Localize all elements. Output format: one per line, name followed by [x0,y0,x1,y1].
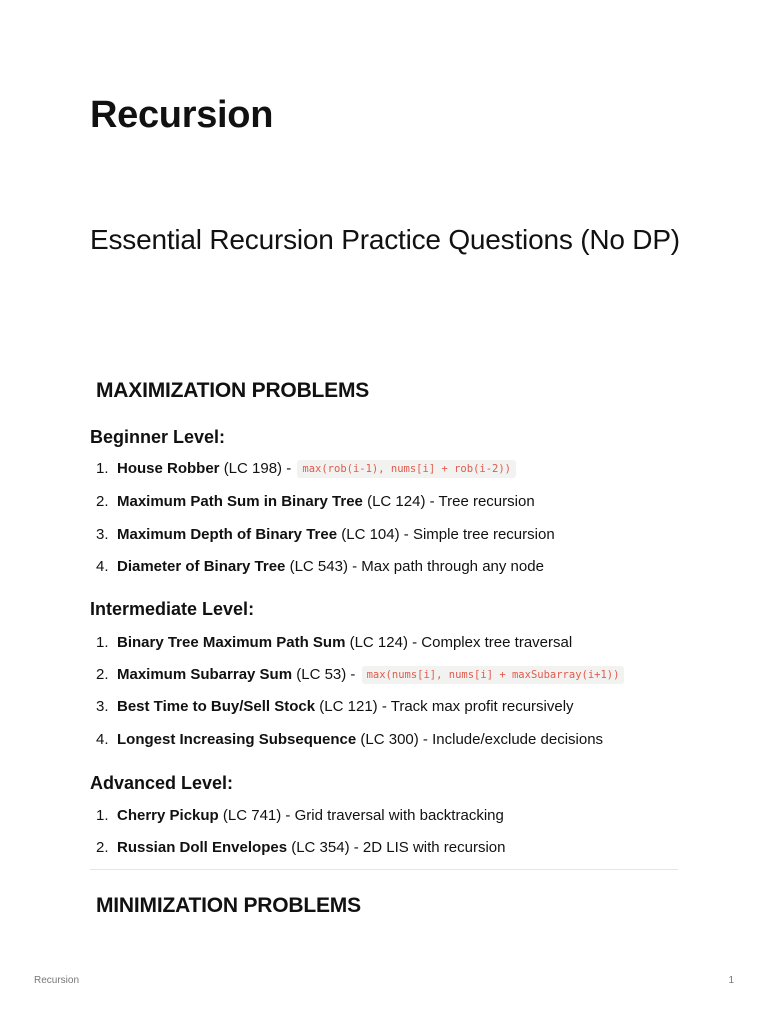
question-ref: (LC 198) - [223,460,292,477]
list-number: 1. [96,460,109,477]
code-snippet: max(rob(i-1), nums[i] + rob(i-2)) [297,460,516,478]
list-item [90,838,710,870]
question-name: Binary Tree Maximum Path Sum [117,634,346,651]
question-ref: (LC 104) - [341,526,409,543]
question-name: Cherry Pickup [117,807,219,824]
question-ref: (LC 53) - [296,666,356,683]
question-name: Maximum Subarray Sum [117,666,293,683]
question-desc: Max path through any node [361,558,544,575]
page-subtitle: Essential Recursion Practice Questions (No DP) [90,224,680,255]
list-number: 2. [96,839,109,856]
list-item [90,557,710,589]
section-heading-minimization: MINIMIZATION PROBLEMS [96,894,361,917]
question-desc: 2D LIS with recursion [362,839,506,856]
level-heading-advanced: Advanced Level: [90,773,234,793]
section-heading-maximization: MAXIMIZATION PROBLEMS [96,379,370,402]
level-heading-beginner: Beginner Level: [90,427,226,447]
question-desc: Simple tree recursion [412,526,555,543]
list-item [90,525,710,557]
question-ref: (LC 121) - [319,698,387,715]
list-item [90,492,710,525]
question-desc: Track max profit recursively [390,698,574,715]
list-number: 2. [96,493,109,510]
question-name: Russian Doll Envelopes [117,839,288,856]
question-name: House Robber [117,460,220,477]
question-name: Best Time to Buy/Sell Stock [117,698,316,715]
list-item [90,730,710,763]
question-ref: (LC 354) - [291,839,359,856]
question-name: Maximum Depth of Binary Tree [117,526,338,543]
advanced-question-list [90,806,710,870]
section-divider [90,869,678,870]
list-number: 4. [96,558,109,575]
question-desc: Grid traversal with backtracking [294,807,504,824]
list-item [90,697,710,730]
list-item [90,459,710,492]
list-number: 1. [96,807,109,824]
list-item [90,633,710,665]
question-ref: (LC 124) - [367,493,435,510]
question-name: Maximum Path Sum in Binary Tree [117,493,363,510]
beginner-question-list [90,459,710,589]
question-ref: (LC 543) - [289,558,358,575]
level-heading-intermediate: Intermediate Level: [90,599,255,619]
list-number: 1. [96,634,109,651]
question-desc: Include/exclude decisions [432,731,604,748]
question-name: Diameter of Binary Tree [117,558,286,575]
list-item [90,665,710,697]
question-ref: (LC 124) - [349,634,418,651]
list-number: 2. [96,666,109,683]
code-snippet: max(nums[i], nums[i] + maxSubarray(i+1)) [362,666,625,684]
question-desc: Tree recursion [438,493,535,510]
list-item [90,806,710,838]
list-number: 3. [96,698,109,715]
question-ref: (LC 300) - [360,731,428,748]
list-number: 3. [96,526,109,543]
question-desc: Complex tree traversal [421,634,573,651]
footer-page-number: 1 [728,975,734,986]
intermediate-question-list [90,633,710,763]
page-title: Recursion [90,94,274,136]
list-number: 4. [96,731,109,748]
question-ref: (LC 741) - [222,807,291,824]
question-name: Longest Increasing Subsequence [117,731,357,748]
footer-document-title: Recursion [34,975,80,986]
